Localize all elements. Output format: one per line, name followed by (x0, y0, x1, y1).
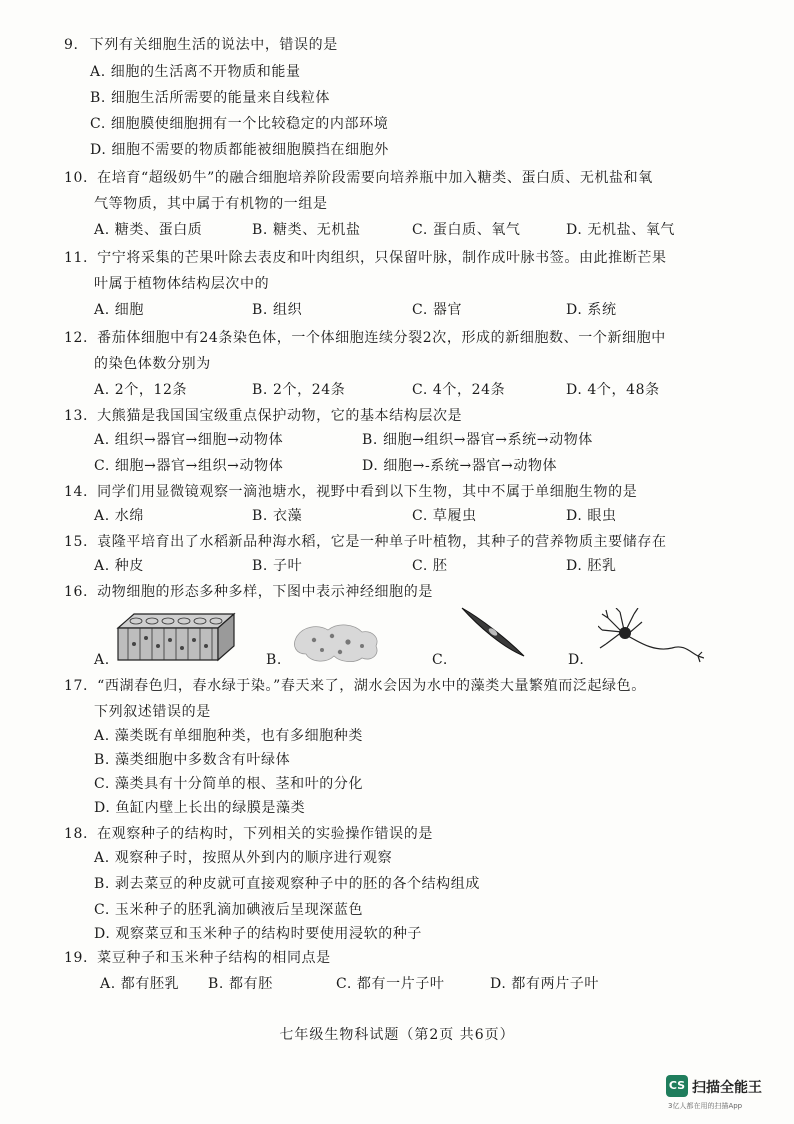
option-b: B. 藻类细胞中多数含有叶绿体 (94, 752, 291, 768)
question-15-stem (64, 530, 667, 554)
option-c: C. 玉米种子的胚乳滴加碘液后呈现深蓝色 (94, 902, 364, 918)
option-c: C. 细胞膜使细胞拥有一个比较稳定的内部环境 (90, 116, 389, 132)
camscanner-logo-icon: CS (666, 1075, 688, 1097)
option-d: D. 4个，48条 (566, 382, 660, 398)
option-c: C. (432, 652, 448, 668)
blood-cells-icon (292, 620, 382, 666)
option-b: B. 都有胚 (208, 976, 273, 992)
option-c: C. 藻类具有十分简单的根、茎和叶的分化 (94, 776, 364, 792)
option-b: B. 2个，24条 (252, 382, 346, 398)
epithelial-tissue-icon (114, 606, 238, 666)
question-17-stem (64, 674, 646, 698)
option-b: B. 剥去菜豆的种皮就可直接观察种子中的胚的各个结构组成 (94, 876, 480, 892)
question-12-stem (64, 326, 666, 350)
option-d: D. 系统 (566, 302, 617, 318)
question-text: 下列有关细胞生活的说法中，错误的是 (89, 37, 338, 53)
option-a: A. 细胞的生活离不开物质和能量 (90, 64, 301, 80)
question-11-stem (64, 246, 667, 270)
question-number: 11. (64, 250, 89, 266)
question-number: 17. (64, 678, 89, 694)
option-a: A. 观察种子时，按照从外到内的顺序进行观察 (94, 850, 393, 866)
question-10-stem (64, 166, 653, 190)
question-text: 宁宁将采集的芒果叶除去表皮和叶肉组织，只保留叶脉，制作成叶脉书签。由此推断芒果 (97, 250, 667, 266)
option-d: D. 细胞→-系统→器官→动物体 (362, 458, 558, 474)
question-text: 大熊猫是我国国宝级重点保护动物，它的基本结构层次是 (97, 408, 463, 424)
option-d: D. 细胞不需要的物质都能被细胞膜挡在细胞外 (90, 142, 389, 158)
brand-tagline: 3亿人都在用的扫描App (668, 1102, 743, 1110)
question-number: 12. (64, 330, 89, 346)
question-14-stem (64, 480, 637, 504)
option-a: A. (94, 652, 110, 668)
option-a: A. 种皮 (94, 558, 145, 574)
option-a: A. 细胞 (94, 302, 145, 318)
option-c: C. 4个，24条 (412, 382, 506, 398)
question-16-stem (64, 580, 433, 604)
option-b: B. 糖类、无机盐 (252, 222, 361, 238)
option-d: D. 鱼缸内壁上长出的绿膜是藻类 (94, 800, 306, 816)
option-c: C. 蛋白质、氧气 (412, 222, 521, 238)
option-d: D. 观察菜豆和玉米种子的结构时要使用浸软的种子 (94, 926, 423, 942)
question-text: 在观察种子的结构时，下列相关的实验操作错误的是 (97, 826, 433, 842)
question-9-stem (64, 33, 338, 57)
option-d: D. 眼虫 (566, 508, 617, 524)
brand-name: 扫描全能王 (692, 1080, 762, 1096)
question-number: 13. (64, 408, 89, 424)
option-b: B. 子叶 (252, 558, 303, 574)
question-text: 同学们用显微镜观察一滴池塘水，视野中看到以下生物，其中不属于单细胞生物的是 (97, 484, 638, 500)
question-number: 15. (64, 534, 89, 550)
question-text: 动物细胞的形态多种多样，下图中表示神经细胞的是 (97, 584, 433, 600)
option-c: C. 器官 (412, 302, 463, 318)
question-number: 10. (64, 170, 89, 186)
option-b: B. 细胞→组织→器官→系统→动物体 (362, 432, 593, 448)
question-number: 18. (64, 826, 89, 842)
question-text: 番茄体细胞中有24条染色体，一个体细胞连续分裂2次，形成的新细胞数、一个新细胞中 (97, 330, 666, 346)
question-10-stem-cont: 气等物质，其中属于有机物的一组是 (94, 196, 328, 212)
question-12-stem-cont: 的染色体数分别为 (94, 356, 211, 372)
question-18-stem (64, 822, 433, 846)
option-a: A. 糖类、蛋白质 (94, 222, 203, 238)
question-number: 9. (64, 37, 79, 53)
option-d: D. 都有两片子叶 (490, 976, 600, 992)
question-text: 菜豆种子和玉米种子结构的相同点是 (97, 950, 331, 966)
option-a: A. 藻类既有单细胞种类，也有多细胞种类 (94, 728, 364, 744)
page-footer: 七年级生物科试题（第2页 共6页） (279, 1027, 515, 1043)
option-b: B. 衣藻 (252, 508, 303, 524)
question-19-stem (64, 946, 331, 970)
option-b: B. 组织 (252, 302, 303, 318)
question-text: “西湖春色归，春水绿于染。”春天来了，湖水会因为水中的藻类大量繁殖而泛起绿色。 (97, 678, 646, 694)
question-number: 19. (64, 950, 89, 966)
question-number: 14. (64, 484, 89, 500)
option-d: D. 胚乳 (566, 558, 617, 574)
option-c: C. 都有一片子叶 (336, 976, 445, 992)
option-a: A. 组织→器官→细胞→动物体 (94, 432, 284, 448)
option-a: A. 都有胚乳 (100, 976, 180, 992)
neuron-icon (598, 608, 704, 664)
question-13-stem (64, 404, 462, 428)
question-number: 16. (64, 584, 89, 600)
option-d: D. 无机盐、氧气 (566, 222, 676, 238)
muscle-cell-icon (458, 604, 528, 660)
question-text: 在培育“超级奶牛”的融合细胞培养阶段需要向培养瓶中加入糖类、蛋白质、无机盐和氧 (97, 170, 653, 186)
option-c: C. 细胞→器官→组织→动物体 (94, 458, 284, 474)
option-c: C. 草履虫 (412, 508, 477, 524)
option-c: C. 胚 (412, 558, 448, 574)
option-a: A. 水绵 (94, 508, 145, 524)
question-17-stem-cont: 下列叙述错误的是 (94, 704, 211, 720)
option-b: B. (266, 652, 282, 668)
option-d: D. (568, 652, 585, 668)
option-a: A. 2个，12条 (94, 382, 188, 398)
question-text: 袁隆平培育出了水稻新品种海水稻，它是一种单子叶植物，其种子的营养物质主要储存在 (97, 534, 667, 550)
option-b: B. 细胞生活所需要的能量来自线粒体 (90, 90, 330, 106)
question-11-stem-cont: 叶属于植物体结构层次中的 (94, 276, 270, 292)
